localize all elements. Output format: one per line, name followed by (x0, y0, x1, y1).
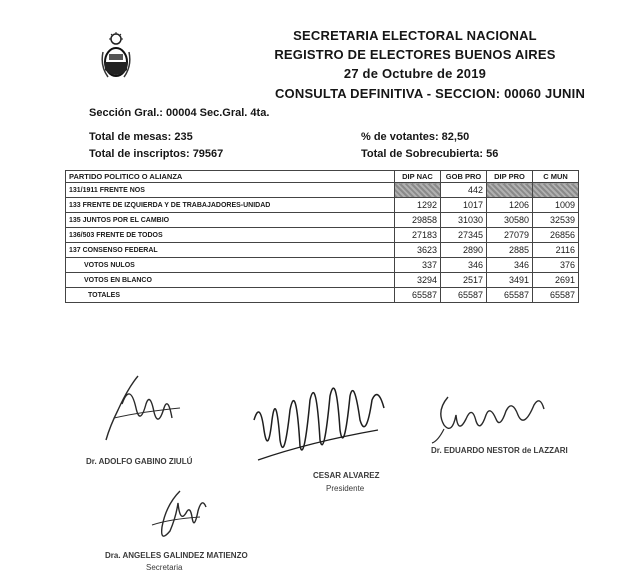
cell-dip-nac (395, 183, 441, 198)
party-name: VOTOS NULOS (66, 258, 395, 273)
cell-gob-pro: 27345 (441, 228, 487, 243)
cell-gob-pro: 1017 (441, 198, 487, 213)
party-name: TOTALES (66, 288, 395, 303)
col-dip-nac: DIP NAC (395, 171, 441, 183)
total-sobrecubierta: Total de Sobrecubierta: 56 (361, 148, 499, 160)
cell-gob-pro: 65587 (441, 288, 487, 303)
party-name: 133 FRENTE DE IZQUIERDA Y DE TRABAJADORES-UNIDAD (66, 198, 395, 213)
header-title: SECRETARIA ELECTORAL NACIONAL (293, 28, 537, 43)
table-row (66, 288, 579, 303)
cell-c-mun: 26856 (533, 228, 579, 243)
signature-de-lazzari (430, 385, 550, 445)
cell-gob-pro: 2890 (441, 243, 487, 258)
signatory-2-name: CESAR ALVAREZ (313, 471, 380, 480)
table-row (66, 183, 579, 198)
table-header-row (66, 171, 579, 183)
table-row (66, 213, 579, 228)
header-date: 27 de Octubre de 2019 (343, 66, 487, 81)
signature-alvarez (250, 360, 390, 475)
cell-c-mun: 32539 (533, 213, 579, 228)
header-consulta: CONSULTA DEFINITIVA - SECCION: 00060 JUNIN (274, 86, 586, 101)
cell-dip-nac: 3294 (395, 273, 441, 288)
cell-dip-pro: 30580 (487, 213, 533, 228)
signatory-4-role: Secretaria (146, 563, 183, 572)
col-partido: PARTIDO POLITICO O ALIANZA (66, 171, 395, 183)
signatory-1-name: Dr. ADOLFO GABINO ZIULÚ (86, 457, 193, 466)
cell-dip-nac: 337 (395, 258, 441, 273)
party-name: 137 CONSENSO FEDERAL (66, 243, 395, 258)
signature-galindez-matienzo (140, 487, 210, 549)
header-registry: REGISTRO DE ELECTORES BUENOS AIRES (274, 47, 556, 62)
cell-c-mun (533, 183, 579, 198)
cell-dip-pro: 65587 (487, 288, 533, 303)
signatory-4-name: Dra. ANGELES GALINDEZ MATIENZO (105, 551, 248, 560)
cell-c-mun: 65587 (533, 288, 579, 303)
signatory-3-name: Dr. EDUARDO NESTOR de LAZZARI (431, 446, 568, 455)
signatory-2-role: Presidente (326, 484, 365, 493)
party-name: 136/503 FRENTE DE TODOS (66, 228, 395, 243)
cell-gob-pro: 31030 (441, 213, 487, 228)
party-name: 131/1911 FRENTE NOS (66, 183, 395, 198)
seccion-label: Sección Gral.: 00004 Sec.Gral. 4ta. (89, 107, 270, 119)
cell-dip-pro: 2885 (487, 243, 533, 258)
party-name: 135 JUNTOS POR EL CAMBIO (66, 213, 395, 228)
cell-dip-nac: 3623 (395, 243, 441, 258)
porcentaje-votantes: % de votantes: 82,50 (361, 131, 470, 143)
cell-dip-nac: 27183 (395, 228, 441, 243)
cell-dip-pro: 27079 (487, 228, 533, 243)
col-gob-pro: GOB PRO (441, 171, 487, 183)
signature-ziulu (100, 368, 190, 448)
cell-gob-pro: 2517 (441, 273, 487, 288)
national-seal-icon (100, 32, 132, 82)
cell-dip-pro (487, 183, 533, 198)
col-dip-pro: DIP PRO (487, 171, 533, 183)
table-row (66, 258, 579, 273)
cell-c-mun: 2691 (533, 273, 579, 288)
cell-dip-pro: 346 (487, 258, 533, 273)
party-name: VOTOS EN BLANCO (66, 273, 395, 288)
cell-c-mun: 1009 (533, 198, 579, 213)
cell-c-mun: 376 (533, 258, 579, 273)
cell-dip-nac: 65587 (395, 288, 441, 303)
cell-dip-nac: 29858 (395, 213, 441, 228)
results-table (65, 170, 579, 303)
cell-dip-pro: 3491 (487, 273, 533, 288)
total-mesas: Total de mesas: 235 (89, 131, 193, 143)
col-c-mun: C MUN (533, 171, 579, 183)
table-row (66, 273, 579, 288)
cell-dip-pro: 1206 (487, 198, 533, 213)
cell-gob-pro: 346 (441, 258, 487, 273)
table-row (66, 228, 579, 243)
cell-dip-nac: 1292 (395, 198, 441, 213)
cell-c-mun: 2116 (533, 243, 579, 258)
table-row (66, 243, 579, 258)
table-row (66, 198, 579, 213)
cell-gob-pro: 442 (441, 183, 487, 198)
total-inscriptos: Total de inscriptos: 79567 (89, 148, 224, 160)
